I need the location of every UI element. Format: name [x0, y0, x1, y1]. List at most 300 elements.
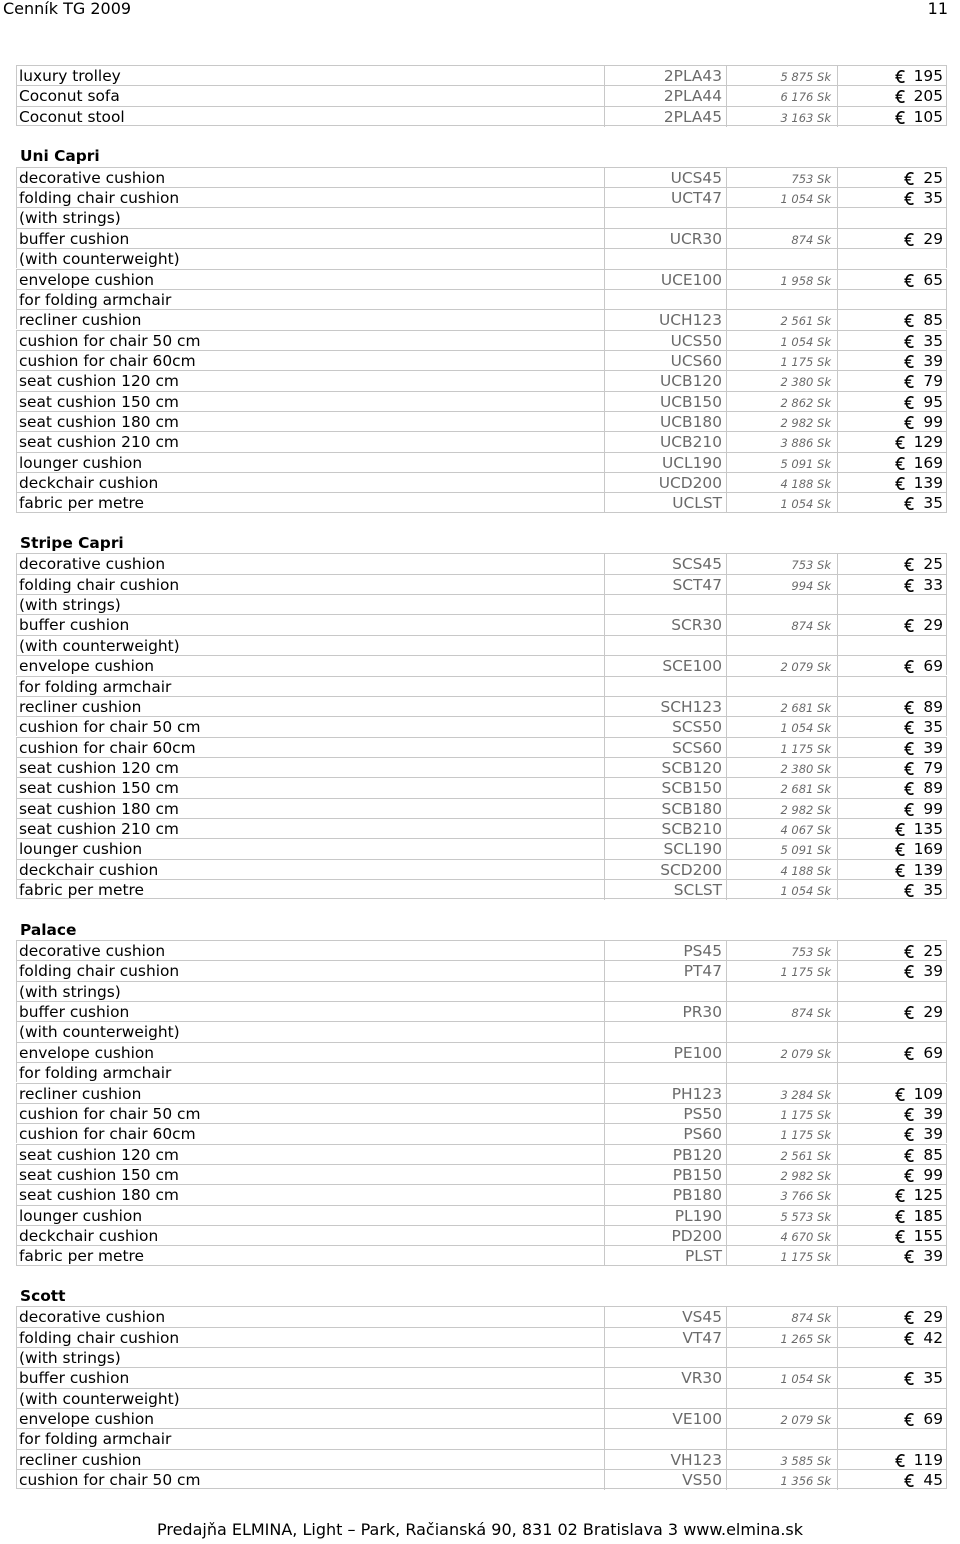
price-sk [726, 1043, 837, 1063]
price-eur [837, 1206, 947, 1226]
price-sk [726, 290, 837, 310]
price-eur-value: 205 [913, 87, 943, 106]
table-row [16, 553, 947, 573]
item-name [19, 738, 196, 758]
item-name [19, 1429, 171, 1449]
table-row [16, 330, 947, 350]
price-eur [837, 331, 947, 351]
item-name [19, 270, 154, 290]
item-code [604, 982, 726, 1002]
page-title: Cenník TG 2009 [3, 0, 132, 18]
item-code-text: SCE100 [662, 657, 722, 676]
euro-icon [904, 414, 915, 427]
price-eur-value: 45 [923, 1471, 943, 1490]
item-code-text: 2PLA44 [663, 87, 722, 106]
price-sk-text: 1 054 Sk [780, 1372, 831, 1387]
price-eur-value: 25 [923, 942, 943, 961]
euro-icon [904, 272, 915, 285]
price-sk-text: 2 561 Sk [780, 314, 831, 329]
item-code [604, 1104, 726, 1124]
price-eur [837, 270, 947, 290]
euro-icon [904, 963, 915, 976]
table-row [16, 1144, 947, 1164]
price-eur [837, 575, 947, 595]
price-sk [726, 1084, 837, 1104]
item-name [19, 819, 179, 839]
item-code [604, 1185, 726, 1205]
item-name-text: envelope cushion [19, 1043, 155, 1062]
item-name-text: decorative cushion [19, 168, 166, 187]
price-eur-value: 29 [923, 1308, 943, 1327]
price-eur-value: 85 [923, 1145, 943, 1164]
price-sk [726, 371, 837, 391]
table-row [16, 635, 947, 655]
price-sk [726, 1206, 837, 1226]
item-code [604, 1450, 726, 1470]
item-code [604, 1368, 726, 1388]
item-name-text: cushion for chair 50 cm [19, 1471, 201, 1490]
table-row [16, 798, 947, 818]
item-code [604, 1348, 726, 1368]
item-code [604, 412, 726, 432]
item-code [604, 473, 726, 493]
item-code [604, 1084, 726, 1104]
item-code-text: VT47 [682, 1328, 722, 1347]
price-eur-value: 42 [923, 1328, 943, 1347]
price-sk [726, 310, 837, 330]
item-name-text: (with strings) [19, 596, 121, 615]
item-code-text: UCB150 [660, 392, 722, 411]
euro-icon [895, 434, 906, 447]
price-sk-text: 3 886 Sk [780, 436, 831, 451]
item-code-text: UCD200 [658, 474, 722, 492]
item-name [19, 1348, 121, 1368]
table-row [16, 1021, 947, 1041]
item-code-text: PLST [684, 1247, 722, 1266]
item-code [604, 1206, 726, 1226]
item-code-text: SCLST [673, 881, 722, 899]
euro-icon [904, 719, 915, 732]
item-name-text: seat cushion 180 cm [19, 1186, 179, 1205]
item-code-text: UCL190 [662, 453, 722, 472]
price-sk [726, 778, 837, 798]
item-name [19, 1124, 196, 1144]
item-name [19, 615, 129, 635]
price-eur-value: 135 [913, 819, 943, 838]
euro-icon [895, 109, 906, 122]
price-sk [726, 1226, 837, 1246]
item-code-text: VR30 [681, 1369, 722, 1388]
price-eur-value: 39 [923, 1125, 943, 1144]
price-sk-text: 874 Sk [791, 619, 831, 634]
item-code-text: UCB180 [660, 412, 722, 431]
item-name-text: recliner cushion [19, 1084, 142, 1103]
price-eur-value: 35 [923, 1369, 943, 1388]
item-code [604, 270, 726, 290]
price-sk-text: 2 982 Sk [780, 802, 831, 817]
item-name-text: (with counterweight) [19, 1389, 180, 1408]
price-eur-value: 169 [913, 840, 943, 859]
item-code [604, 310, 726, 330]
price-eur [837, 66, 947, 86]
item-name [19, 1063, 171, 1083]
price-sk-text: 1 175 Sk [780, 1107, 831, 1122]
price-sk-text: 1 265 Sk [780, 1331, 831, 1346]
item-code-text: VS45 [682, 1308, 722, 1327]
price-eur [837, 1063, 947, 1083]
euro-icon [904, 333, 915, 346]
item-code-text: UCH123 [659, 311, 722, 330]
item-name [19, 331, 200, 351]
item-code-text: PT47 [683, 962, 722, 981]
euro-icon [895, 1452, 906, 1465]
euro-icon [904, 1004, 915, 1017]
price-eur [837, 799, 947, 819]
price-sk-text: 2 982 Sk [780, 1168, 831, 1183]
item-name-text: lounger cushion [19, 1206, 143, 1225]
item-name [19, 86, 120, 106]
item-code [604, 595, 726, 615]
item-name [19, 432, 179, 452]
price-eur [837, 1409, 947, 1429]
price-eur-value: 139 [913, 474, 943, 492]
price-eur-value: 35 [923, 331, 943, 350]
euro-icon [895, 68, 906, 81]
item-name [19, 677, 171, 697]
item-code-text: SCR30 [671, 616, 722, 635]
euro-icon [904, 190, 915, 203]
item-name-text: for folding armchair [19, 677, 172, 696]
price-sk [726, 677, 837, 697]
price-sk-text: 2 561 Sk [780, 1148, 831, 1163]
item-code [604, 758, 726, 778]
price-sk-text: 2 681 Sk [780, 700, 831, 715]
euro-icon [895, 862, 906, 875]
price-eur-value: 33 [923, 575, 943, 594]
item-code [604, 493, 726, 513]
price-eur-value: 35 [923, 189, 943, 208]
item-code-text: SCB120 [661, 758, 722, 777]
price-eur [837, 1185, 947, 1205]
price-eur-value: 99 [923, 1165, 943, 1184]
table-row [16, 1367, 947, 1387]
table-row [16, 676, 947, 696]
price-eur-value: 25 [923, 168, 943, 187]
table-row [16, 248, 947, 268]
item-code [604, 1165, 726, 1185]
price-eur [837, 1002, 947, 1022]
item-name [19, 1104, 200, 1124]
price-sk-text: 3 585 Sk [780, 1453, 831, 1468]
item-name-text: fabric per metre [19, 1247, 144, 1266]
item-name [19, 188, 179, 208]
table-row [16, 1306, 947, 1326]
euro-icon [895, 841, 906, 854]
item-name-text: buffer cushion [19, 1369, 130, 1388]
price-sk [726, 554, 837, 574]
item-name [19, 1470, 200, 1490]
item-code [604, 249, 726, 269]
item-code-text: VH123 [670, 1450, 722, 1469]
price-eur [837, 961, 947, 981]
price-sk-text: 1 175 Sk [780, 1250, 831, 1265]
table-row [16, 1083, 947, 1103]
price-sk [726, 615, 837, 635]
price-sk-text: 1 054 Sk [780, 497, 831, 512]
price-sk-text: 1 356 Sk [780, 1474, 831, 1489]
euro-icon [904, 495, 915, 508]
euro-icon [904, 1472, 915, 1485]
item-name-text: seat cushion 210 cm [19, 819, 179, 838]
item-code [604, 66, 726, 86]
price-eur-value: 39 [923, 738, 943, 757]
price-sk [726, 1124, 837, 1144]
item-name [19, 66, 121, 86]
item-code-text: SCB210 [661, 819, 722, 838]
item-name [19, 1328, 179, 1348]
table-row [16, 452, 947, 472]
item-name [19, 697, 141, 717]
item-name-text: Coconut sofa [19, 87, 120, 106]
table-row [16, 431, 947, 451]
price-sk [726, 1185, 837, 1205]
table-row [16, 85, 947, 105]
euro-icon [895, 821, 906, 834]
price-sk [726, 1246, 837, 1266]
item-code [604, 371, 726, 391]
item-name [19, 249, 180, 269]
price-sk-text: 753 Sk [791, 558, 831, 573]
table-row [16, 492, 947, 512]
table-row [16, 696, 947, 716]
price-eur-value: 195 [913, 67, 943, 85]
price-sk [726, 941, 837, 961]
item-code [604, 107, 726, 127]
item-name-text: envelope cushion [19, 657, 155, 676]
price-eur [837, 615, 947, 635]
table-row [16, 350, 947, 370]
price-eur-value: 39 [923, 1247, 943, 1266]
item-code [604, 351, 726, 371]
table-row [16, 818, 947, 838]
price-sk [726, 1450, 837, 1470]
euro-icon [895, 1228, 906, 1241]
price-eur-value: 65 [923, 270, 943, 289]
item-code [604, 575, 726, 595]
item-name [19, 1022, 180, 1042]
item-code-text: SCS50 [672, 718, 722, 737]
item-name-text: for folding armchair [19, 1430, 172, 1449]
price-eur [837, 1226, 947, 1246]
euro-icon [904, 943, 915, 956]
item-code [604, 860, 726, 880]
table-row [16, 777, 947, 797]
euro-icon [895, 1208, 906, 1221]
price-sk-text: 1 054 Sk [780, 334, 831, 349]
item-name [19, 1084, 141, 1104]
item-code [604, 554, 726, 574]
item-code [604, 1145, 726, 1165]
table-row [16, 207, 947, 227]
price-sk-text: 5 875 Sk [780, 70, 831, 84]
price-sk [726, 249, 837, 269]
euro-icon [904, 1167, 915, 1180]
price-eur-value: 155 [913, 1226, 943, 1245]
price-eur [837, 1246, 947, 1266]
price-eur [837, 778, 947, 798]
item-code-text: UCS50 [670, 331, 722, 350]
item-code [604, 1409, 726, 1429]
item-code [604, 1328, 726, 1348]
price-eur [837, 473, 947, 493]
price-eur-value: 109 [913, 1084, 943, 1103]
item-name-text: seat cushion 150 cm [19, 779, 179, 798]
table-row [16, 940, 947, 960]
price-eur [837, 168, 947, 188]
item-name [19, 575, 179, 595]
price-eur-value: 139 [913, 860, 943, 879]
item-name-text: lounger cushion [19, 840, 143, 859]
item-code [604, 656, 726, 676]
table-row [16, 1184, 947, 1204]
price-sk [726, 473, 837, 493]
item-name-text: seat cushion 120 cm [19, 372, 179, 391]
price-sk-text: 4 067 Sk [780, 822, 831, 837]
price-sk [726, 961, 837, 981]
price-eur-value: 29 [923, 616, 943, 635]
price-eur-value: 25 [923, 555, 943, 574]
table-row [16, 1164, 947, 1184]
price-eur [837, 941, 947, 961]
price-sk [726, 1307, 837, 1327]
table-row [16, 1327, 947, 1347]
item-name-text: fabric per metre [19, 881, 144, 899]
item-name [19, 1043, 154, 1063]
price-eur [837, 1307, 947, 1327]
euro-icon [904, 373, 915, 386]
item-name-text: folding chair cushion [19, 1328, 180, 1347]
price-eur [837, 1429, 947, 1449]
table-row [16, 1042, 947, 1062]
item-code [604, 1246, 726, 1266]
table-row [16, 289, 947, 309]
price-eur-value: 69 [923, 1410, 943, 1429]
price-sk [726, 1348, 837, 1368]
price-eur-value: 89 [923, 697, 943, 716]
item-name-text: (with strings) [19, 209, 121, 228]
item-name [19, 595, 121, 615]
item-name-text: recliner cushion [19, 697, 142, 716]
price-eur-value: 129 [913, 433, 943, 452]
item-name [19, 229, 129, 249]
price-sk [726, 839, 837, 859]
item-name [19, 554, 165, 574]
item-name-text: cushion for chair 60cm [19, 738, 196, 757]
price-sk-text: 753 Sk [791, 945, 831, 960]
price-sk [726, 229, 837, 249]
item-code-text: SCD200 [660, 860, 722, 879]
item-code-text: 2PLA43 [663, 67, 722, 85]
item-name-text: seat cushion 210 cm [19, 433, 179, 452]
table-row [16, 228, 947, 248]
item-code [604, 697, 726, 717]
section-title: Palace [20, 920, 77, 939]
price-eur [837, 1165, 947, 1185]
price-sk [726, 575, 837, 595]
price-eur [837, 310, 947, 330]
item-code-text: PR30 [682, 1003, 722, 1022]
item-name-text: buffer cushion [19, 616, 130, 635]
price-eur-value: 85 [923, 311, 943, 330]
price-eur-value: 99 [923, 412, 943, 431]
item-code [604, 188, 726, 208]
price-eur [837, 636, 947, 656]
price-sk [726, 432, 837, 452]
table-row [16, 1062, 947, 1082]
footer-address: Predajňa ELMINA, Light – Park, Račianská 90, 831 02 Bratislava 3 www.elmina.sk [156, 1520, 804, 1539]
item-name-text: decorative cushion [19, 1308, 166, 1327]
price-sk [726, 86, 837, 106]
price-sk [726, 1104, 837, 1124]
table-row [16, 1103, 947, 1123]
item-name-text: cushion for chair 50 cm [19, 718, 201, 737]
item-name-text: deckchair cushion [19, 860, 159, 879]
price-sk-text: 1 054 Sk [780, 721, 831, 736]
table-row [16, 716, 947, 736]
item-code-text: PH123 [671, 1084, 722, 1103]
item-code [604, 677, 726, 697]
price-sk-text: 753 Sk [791, 171, 831, 186]
price-sk [726, 738, 837, 758]
table-row [16, 574, 947, 594]
table-row [16, 1123, 947, 1143]
table-row [16, 614, 947, 634]
price-sk-text: 4 188 Sk [780, 477, 831, 491]
euro-icon [904, 312, 915, 325]
price-eur-value: 79 [923, 758, 943, 777]
item-code [604, 717, 726, 737]
item-name-text: seat cushion 180 cm [19, 799, 179, 818]
item-code [604, 799, 726, 819]
item-code [604, 392, 726, 412]
item-name [19, 1226, 158, 1246]
price-eur [837, 249, 947, 269]
item-name-text: seat cushion 120 cm [19, 1145, 179, 1164]
table-row [16, 1001, 947, 1021]
price-eur-value: 99 [923, 799, 943, 818]
price-eur [837, 880, 947, 900]
price-sk [726, 453, 837, 473]
item-code-text: PB120 [672, 1145, 722, 1164]
item-code-text: UCR30 [669, 229, 722, 248]
euro-icon [904, 760, 915, 773]
table-row [16, 960, 947, 980]
price-sk-text: 6 176 Sk [780, 90, 831, 105]
price-eur [837, 738, 947, 758]
price-sk [726, 412, 837, 432]
item-code [604, 290, 726, 310]
price-eur [837, 371, 947, 391]
price-sk [726, 1328, 837, 1348]
price-sk-text: 1 175 Sk [780, 1128, 831, 1143]
price-sk [726, 656, 837, 676]
table-row [16, 838, 947, 858]
price-eur [837, 1389, 947, 1409]
item-name-text: seat cushion 150 cm [19, 1165, 179, 1184]
price-sk-text: 874 Sk [791, 1311, 831, 1326]
table-row [16, 1469, 947, 1489]
euro-icon [895, 1086, 906, 1099]
